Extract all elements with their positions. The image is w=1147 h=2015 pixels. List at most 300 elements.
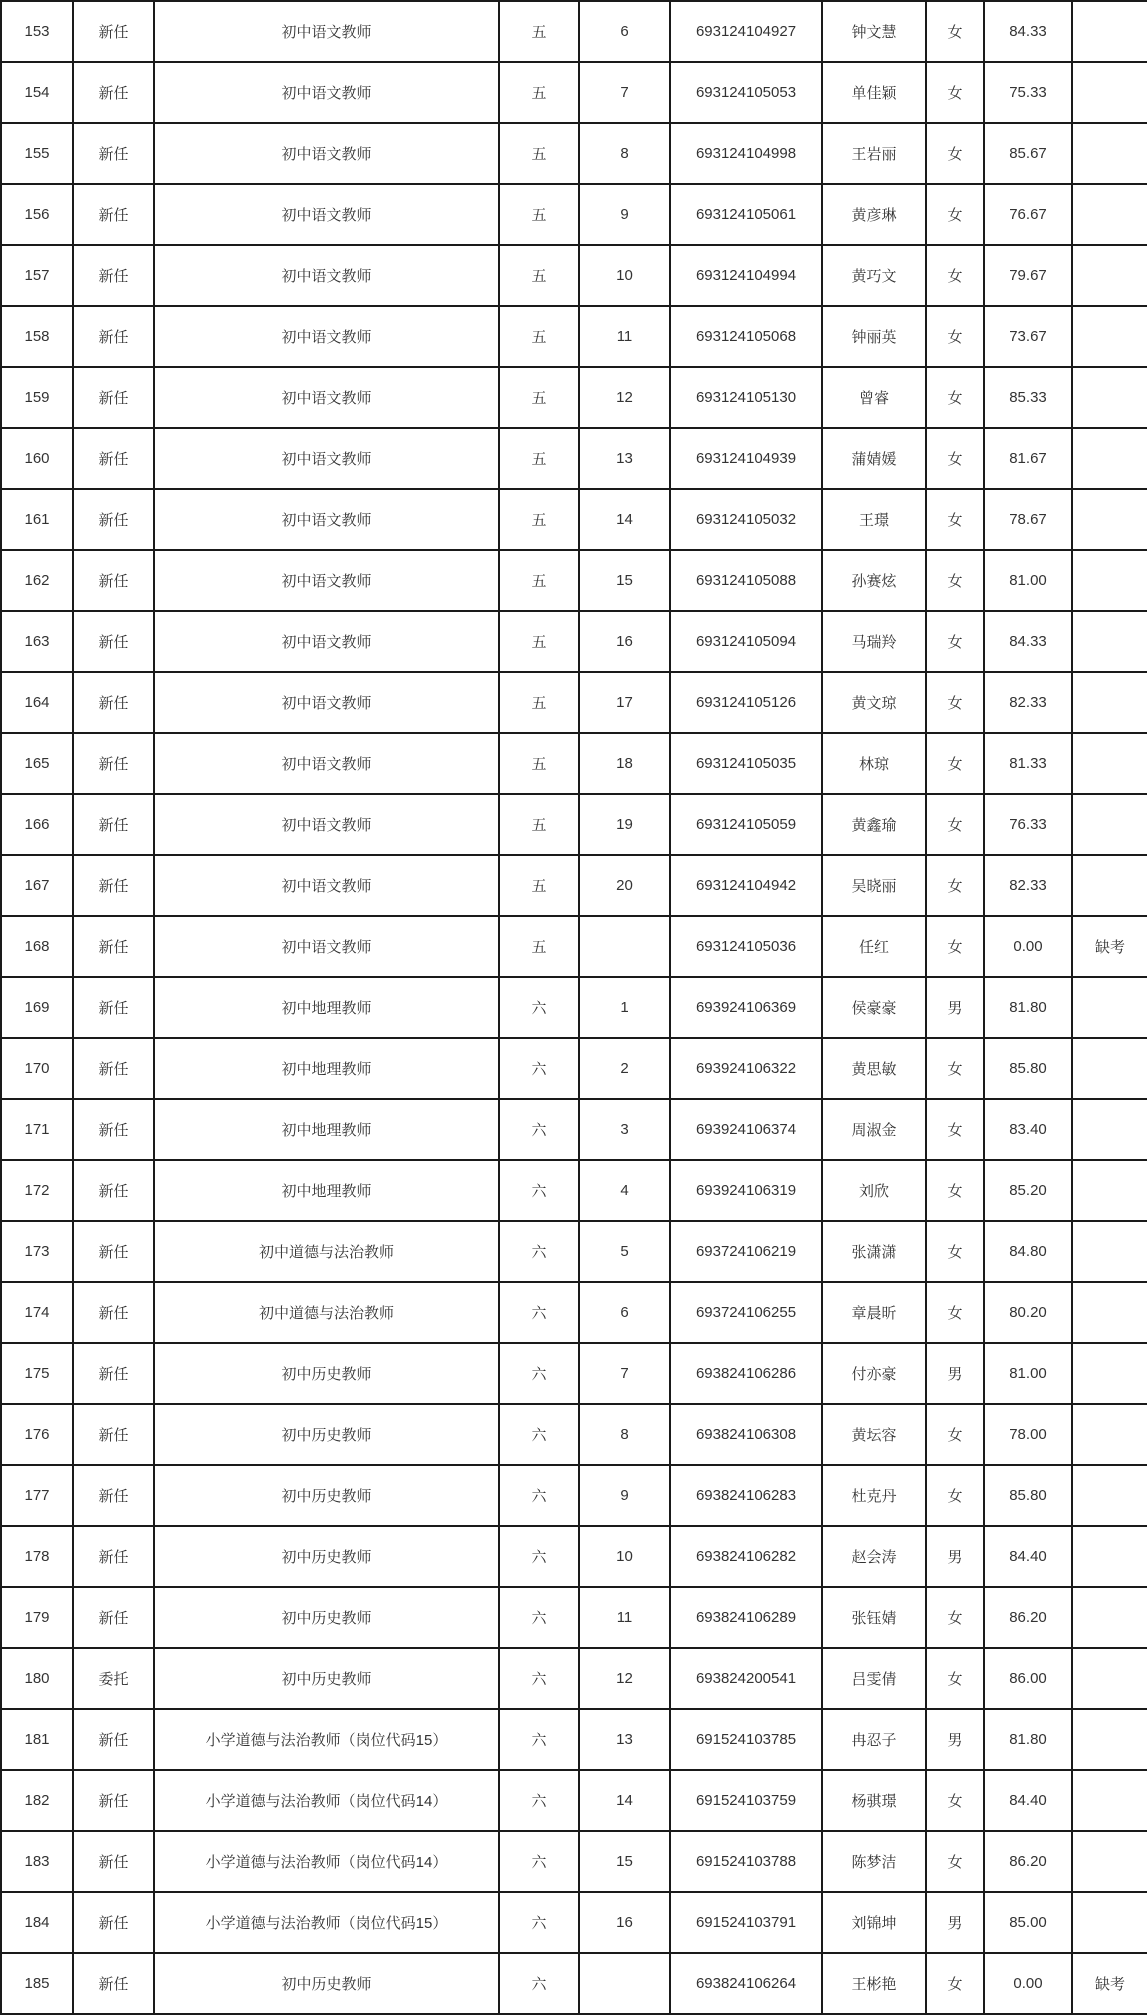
- gender-cell: 女: [926, 306, 984, 367]
- order-cell: 17: [579, 672, 670, 733]
- recruit-type-cell: 新任: [73, 123, 154, 184]
- order-cell: 7: [579, 62, 670, 123]
- order-cell: [579, 1953, 670, 2014]
- order-cell: 16: [579, 1892, 670, 1953]
- score-cell: 81.67: [984, 428, 1072, 489]
- name-cell: 黄思敏: [822, 1038, 926, 1099]
- gender-cell: 女: [926, 1831, 984, 1892]
- score-cell: 81.80: [984, 1709, 1072, 1770]
- order-cell: 19: [579, 794, 670, 855]
- position-cell: 初中语文教师: [154, 62, 499, 123]
- gender-cell: 女: [926, 1160, 984, 1221]
- group-cell: 五: [499, 550, 579, 611]
- table-row: [1, 1892, 1147, 1953]
- score-cell: 85.80: [984, 1038, 1072, 1099]
- note-cell: [1072, 123, 1147, 184]
- recruit-type-cell: 新任: [73, 1404, 154, 1465]
- table-row: [1, 1221, 1147, 1282]
- position-cell: 初中语文教师: [154, 733, 499, 794]
- name-cell: 杨骐璟: [822, 1770, 926, 1831]
- table-row: [1, 1099, 1147, 1160]
- recruit-type-cell: 新任: [73, 1099, 154, 1160]
- exam-number-cell: 693124105061: [670, 184, 822, 245]
- position-cell: 初中语文教师: [154, 1, 499, 62]
- name-cell: 刘锦坤: [822, 1892, 926, 1953]
- seq-cell: 172: [1, 1160, 73, 1221]
- recruit-type-cell: 新任: [73, 1282, 154, 1343]
- order-cell: [579, 916, 670, 977]
- name-cell: 黄彦琳: [822, 184, 926, 245]
- recruit-type-cell: 新任: [73, 62, 154, 123]
- gender-cell: 女: [926, 489, 984, 550]
- exam-number-cell: 693124105130: [670, 367, 822, 428]
- note-cell: [1072, 550, 1147, 611]
- group-cell: 五: [499, 611, 579, 672]
- exam-number-cell: 693124105035: [670, 733, 822, 794]
- name-cell: 任红: [822, 916, 926, 977]
- seq-cell: 157: [1, 245, 73, 306]
- note-cell: [1072, 977, 1147, 1038]
- exam-number-cell: 693124105032: [670, 489, 822, 550]
- name-cell: 单佳颖: [822, 62, 926, 123]
- name-cell: 冉忍子: [822, 1709, 926, 1770]
- group-cell: 五: [499, 62, 579, 123]
- exam-number-cell: 693124105036: [670, 916, 822, 977]
- position-cell: 初中语文教师: [154, 245, 499, 306]
- group-cell: 六: [499, 977, 579, 1038]
- position-cell: 初中语文教师: [154, 611, 499, 672]
- recruit-type-cell: 新任: [73, 733, 154, 794]
- gender-cell: 女: [926, 428, 984, 489]
- exam-number-cell: 693924106369: [670, 977, 822, 1038]
- name-cell: 蒲婧媛: [822, 428, 926, 489]
- note-cell: [1072, 1526, 1147, 1587]
- score-cell: 83.40: [984, 1099, 1072, 1160]
- note-cell: [1072, 1770, 1147, 1831]
- name-cell: 黄巧文: [822, 245, 926, 306]
- recruit-type-cell: 新任: [73, 916, 154, 977]
- table-row: [1, 794, 1147, 855]
- group-cell: 六: [499, 1099, 579, 1160]
- table-row: [1, 1526, 1147, 1587]
- score-cell: 80.20: [984, 1282, 1072, 1343]
- position-cell: 初中语文教师: [154, 794, 499, 855]
- table-row: [1, 672, 1147, 733]
- score-cell: 82.33: [984, 672, 1072, 733]
- position-cell: 初中历史教师: [154, 1953, 499, 2014]
- score-cell: 81.00: [984, 1343, 1072, 1404]
- score-cell: 0.00: [984, 1953, 1072, 2014]
- group-cell: 六: [499, 1709, 579, 1770]
- recruit-type-cell: 新任: [73, 1587, 154, 1648]
- order-cell: 1: [579, 977, 670, 1038]
- seq-cell: 155: [1, 123, 73, 184]
- exam-number-cell: 693124105059: [670, 794, 822, 855]
- seq-cell: 166: [1, 794, 73, 855]
- note-cell: [1072, 794, 1147, 855]
- recruit-type-cell: 新任: [73, 306, 154, 367]
- gender-cell: 女: [926, 1038, 984, 1099]
- seq-cell: 176: [1, 1404, 73, 1465]
- note-cell: [1072, 367, 1147, 428]
- name-cell: 曾睿: [822, 367, 926, 428]
- position-cell: 小学道德与法治教师（岗位代码14）: [154, 1770, 499, 1831]
- seq-cell: 174: [1, 1282, 73, 1343]
- name-cell: 孙赛炫: [822, 550, 926, 611]
- group-cell: 六: [499, 1953, 579, 2014]
- recruit-type-cell: 新任: [73, 794, 154, 855]
- gender-cell: 男: [926, 1709, 984, 1770]
- note-cell: [1072, 1221, 1147, 1282]
- note-cell: [1072, 1709, 1147, 1770]
- group-cell: 五: [499, 794, 579, 855]
- gender-cell: 女: [926, 1770, 984, 1831]
- gender-cell: 女: [926, 916, 984, 977]
- gender-cell: 男: [926, 977, 984, 1038]
- recruit-type-cell: 新任: [73, 1892, 154, 1953]
- seq-cell: 167: [1, 855, 73, 916]
- seq-cell: 165: [1, 733, 73, 794]
- seq-cell: 175: [1, 1343, 73, 1404]
- seq-cell: 161: [1, 489, 73, 550]
- order-cell: 2: [579, 1038, 670, 1099]
- note-cell: [1072, 1465, 1147, 1526]
- recruit-type-cell: 新任: [73, 1953, 154, 2014]
- position-cell: 初中地理教师: [154, 977, 499, 1038]
- group-cell: 五: [499, 367, 579, 428]
- name-cell: 侯豪豪: [822, 977, 926, 1038]
- seq-cell: 158: [1, 306, 73, 367]
- table-row: [1, 1648, 1147, 1709]
- name-cell: 马瑞羚: [822, 611, 926, 672]
- exam-number-cell: 693824200541: [670, 1648, 822, 1709]
- table-row: [1, 1831, 1147, 1892]
- table-row: [1, 1465, 1147, 1526]
- name-cell: 周淑金: [822, 1099, 926, 1160]
- name-cell: 吕雯倩: [822, 1648, 926, 1709]
- recruit-type-cell: 新任: [73, 977, 154, 1038]
- note-cell: [1072, 245, 1147, 306]
- group-cell: 六: [499, 1831, 579, 1892]
- position-cell: 初中语文教师: [154, 672, 499, 733]
- order-cell: 7: [579, 1343, 670, 1404]
- note-cell: [1072, 672, 1147, 733]
- group-cell: 五: [499, 489, 579, 550]
- recruit-type-cell: 新任: [73, 245, 154, 306]
- exam-number-cell: 693124104927: [670, 1, 822, 62]
- name-cell: 钟文慧: [822, 1, 926, 62]
- seq-cell: 185: [1, 1953, 73, 2014]
- gender-cell: 男: [926, 1343, 984, 1404]
- name-cell: 张潇潇: [822, 1221, 926, 1282]
- recruit-type-cell: 新任: [73, 1343, 154, 1404]
- gender-cell: 男: [926, 1526, 984, 1587]
- score-cell: 0.00: [984, 916, 1072, 977]
- note-cell: [1072, 1892, 1147, 1953]
- note-cell: [1072, 1343, 1147, 1404]
- name-cell: 陈梦洁: [822, 1831, 926, 1892]
- position-cell: 初中历史教师: [154, 1404, 499, 1465]
- gender-cell: 女: [926, 62, 984, 123]
- note-cell: [1072, 489, 1147, 550]
- table-row: [1, 1709, 1147, 1770]
- table-row: [1, 1160, 1147, 1221]
- seq-cell: 162: [1, 550, 73, 611]
- table-row: [1, 489, 1147, 550]
- order-cell: 16: [579, 611, 670, 672]
- gender-cell: 女: [926, 123, 984, 184]
- name-cell: 吴晓丽: [822, 855, 926, 916]
- order-cell: 8: [579, 123, 670, 184]
- seq-cell: 182: [1, 1770, 73, 1831]
- seq-cell: 183: [1, 1831, 73, 1892]
- score-cell: 81.00: [984, 550, 1072, 611]
- name-cell: 王彬艳: [822, 1953, 926, 2014]
- note-cell: [1072, 1587, 1147, 1648]
- note-cell: [1072, 1648, 1147, 1709]
- seq-cell: 156: [1, 184, 73, 245]
- table-row: [1, 1953, 1147, 2014]
- table-row: [1, 1404, 1147, 1465]
- order-cell: 12: [579, 1648, 670, 1709]
- gender-cell: 女: [926, 1, 984, 62]
- score-cell: 78.67: [984, 489, 1072, 550]
- exam-number-cell: 693124105094: [670, 611, 822, 672]
- order-cell: 6: [579, 1, 670, 62]
- name-cell: 黄坛容: [822, 1404, 926, 1465]
- order-cell: 6: [579, 1282, 670, 1343]
- table-row: [1, 1282, 1147, 1343]
- group-cell: 五: [499, 245, 579, 306]
- score-cell: 73.67: [984, 306, 1072, 367]
- name-cell: 王璟: [822, 489, 926, 550]
- position-cell: 初中历史教师: [154, 1587, 499, 1648]
- table-row: [1, 855, 1147, 916]
- exam-number-cell: 693824106308: [670, 1404, 822, 1465]
- note-cell: [1072, 1099, 1147, 1160]
- order-cell: 14: [579, 489, 670, 550]
- position-cell: 初中语文教师: [154, 123, 499, 184]
- exam-number-cell: 693924106374: [670, 1099, 822, 1160]
- exam-number-cell: 693824106282: [670, 1526, 822, 1587]
- exam-number-cell: 693124104939: [670, 428, 822, 489]
- group-cell: 五: [499, 672, 579, 733]
- note-cell: 缺考: [1072, 916, 1147, 977]
- table-row: [1, 1038, 1147, 1099]
- seq-cell: 181: [1, 1709, 73, 1770]
- order-cell: 9: [579, 184, 670, 245]
- score-cell: 84.33: [984, 1, 1072, 62]
- gender-cell: 女: [926, 367, 984, 428]
- seq-cell: 163: [1, 611, 73, 672]
- exam-number-cell: 693824106289: [670, 1587, 822, 1648]
- exam-number-cell: 691524103759: [670, 1770, 822, 1831]
- position-cell: 小学道德与法治教师（岗位代码15）: [154, 1709, 499, 1770]
- name-cell: 赵会涛: [822, 1526, 926, 1587]
- table-row: [1, 428, 1147, 489]
- group-cell: 六: [499, 1160, 579, 1221]
- table-row: [1, 611, 1147, 672]
- seq-cell: 173: [1, 1221, 73, 1282]
- exam-number-cell: 693824106286: [670, 1343, 822, 1404]
- score-cell: 86.20: [984, 1587, 1072, 1648]
- recruit-type-cell: 新任: [73, 855, 154, 916]
- note-cell: [1072, 184, 1147, 245]
- gender-cell: 女: [926, 1404, 984, 1465]
- recruit-type-cell: 新任: [73, 1038, 154, 1099]
- position-cell: 初中历史教师: [154, 1526, 499, 1587]
- position-cell: 初中地理教师: [154, 1099, 499, 1160]
- group-cell: 六: [499, 1648, 579, 1709]
- note-cell: [1072, 1160, 1147, 1221]
- position-cell: 小学道德与法治教师（岗位代码15）: [154, 1892, 499, 1953]
- score-cell: 85.20: [984, 1160, 1072, 1221]
- gender-cell: 女: [926, 1465, 984, 1526]
- table-row: [1, 733, 1147, 794]
- position-cell: 初中语文教师: [154, 550, 499, 611]
- exam-number-cell: 693124104942: [670, 855, 822, 916]
- order-cell: 10: [579, 245, 670, 306]
- table-row: [1, 1587, 1147, 1648]
- score-cell: 85.33: [984, 367, 1072, 428]
- exam-number-cell: 693924106322: [670, 1038, 822, 1099]
- group-cell: 五: [499, 306, 579, 367]
- position-cell: 初中地理教师: [154, 1038, 499, 1099]
- table-row: [1, 977, 1147, 1038]
- table-row: [1, 916, 1147, 977]
- order-cell: 13: [579, 428, 670, 489]
- position-cell: 初中地理教师: [154, 1160, 499, 1221]
- note-cell: [1072, 611, 1147, 672]
- gender-cell: 女: [926, 550, 984, 611]
- order-cell: 11: [579, 1587, 670, 1648]
- seq-cell: 180: [1, 1648, 73, 1709]
- position-cell: 小学道德与法治教师（岗位代码14）: [154, 1831, 499, 1892]
- position-cell: 初中历史教师: [154, 1648, 499, 1709]
- order-cell: 11: [579, 306, 670, 367]
- seq-cell: 184: [1, 1892, 73, 1953]
- table-row: [1, 62, 1147, 123]
- order-cell: 5: [579, 1221, 670, 1282]
- group-cell: 五: [499, 1, 579, 62]
- exam-number-cell: 693124105053: [670, 62, 822, 123]
- exam-number-cell: 693124105088: [670, 550, 822, 611]
- order-cell: 12: [579, 367, 670, 428]
- note-cell: [1072, 855, 1147, 916]
- recruit-type-cell: 新任: [73, 1526, 154, 1587]
- score-cell: 82.33: [984, 855, 1072, 916]
- order-cell: 4: [579, 1160, 670, 1221]
- recruit-type-cell: 新任: [73, 428, 154, 489]
- order-cell: 13: [579, 1709, 670, 1770]
- score-cell: 75.33: [984, 62, 1072, 123]
- score-cell: 84.33: [984, 611, 1072, 672]
- score-cell: 79.67: [984, 245, 1072, 306]
- group-cell: 六: [499, 1587, 579, 1648]
- note-cell: [1072, 62, 1147, 123]
- name-cell: 王岩丽: [822, 123, 926, 184]
- table-row: [1, 1770, 1147, 1831]
- score-cell: 76.33: [984, 794, 1072, 855]
- note-cell: [1072, 1282, 1147, 1343]
- name-cell: 章晨昕: [822, 1282, 926, 1343]
- group-cell: 六: [499, 1221, 579, 1282]
- exam-number-cell: 693724106219: [670, 1221, 822, 1282]
- order-cell: 15: [579, 550, 670, 611]
- score-cell: 85.67: [984, 123, 1072, 184]
- note-cell: [1072, 1831, 1147, 1892]
- order-cell: 14: [579, 1770, 670, 1831]
- exam-number-cell: 693124104998: [670, 123, 822, 184]
- recruit-type-cell: 新任: [73, 184, 154, 245]
- score-cell: 81.80: [984, 977, 1072, 1038]
- note-cell: [1072, 1038, 1147, 1099]
- order-cell: 20: [579, 855, 670, 916]
- order-cell: 18: [579, 733, 670, 794]
- table-row: [1, 1343, 1147, 1404]
- gender-cell: 女: [926, 672, 984, 733]
- recruit-type-cell: 新任: [73, 1770, 154, 1831]
- table-row: [1, 245, 1147, 306]
- recruit-type-cell: 新任: [73, 1465, 154, 1526]
- score-cell: 86.20: [984, 1831, 1072, 1892]
- gender-cell: 女: [926, 1282, 984, 1343]
- note-cell: [1072, 733, 1147, 794]
- position-cell: 初中道德与法治教师: [154, 1221, 499, 1282]
- name-cell: 付亦豪: [822, 1343, 926, 1404]
- order-cell: 15: [579, 1831, 670, 1892]
- gender-cell: 女: [926, 1953, 984, 2014]
- recruit-type-cell: 新任: [73, 489, 154, 550]
- gender-cell: 女: [926, 611, 984, 672]
- order-cell: 9: [579, 1465, 670, 1526]
- name-cell: 杜克丹: [822, 1465, 926, 1526]
- group-cell: 五: [499, 733, 579, 794]
- position-cell: 初中语文教师: [154, 428, 499, 489]
- seq-cell: 159: [1, 367, 73, 428]
- exam-number-cell: 693824106283: [670, 1465, 822, 1526]
- group-cell: 五: [499, 428, 579, 489]
- recruit-type-cell: 新任: [73, 1160, 154, 1221]
- name-cell: 钟丽英: [822, 306, 926, 367]
- gender-cell: 女: [926, 1099, 984, 1160]
- name-cell: 林琼: [822, 733, 926, 794]
- gender-cell: 女: [926, 184, 984, 245]
- exam-number-cell: 693924106319: [670, 1160, 822, 1221]
- group-cell: 六: [499, 1404, 579, 1465]
- exam-number-cell: 693124104994: [670, 245, 822, 306]
- exam-number-cell: 691524103791: [670, 1892, 822, 1953]
- name-cell: 黄文琼: [822, 672, 926, 733]
- table-body: [1, 1, 1147, 2015]
- exam-number-cell: 691524103785: [670, 1709, 822, 1770]
- exam-number-cell: 693824106264: [670, 1953, 822, 2014]
- recruit-type-cell: 委托: [73, 1648, 154, 1709]
- gender-cell: 女: [926, 1648, 984, 1709]
- position-cell: 初中语文教师: [154, 489, 499, 550]
- order-cell: 3: [579, 1099, 670, 1160]
- score-cell: 84.40: [984, 1770, 1072, 1831]
- score-cell: 86.00: [984, 1648, 1072, 1709]
- recruit-type-cell: 新任: [73, 672, 154, 733]
- seq-cell: 153: [1, 1, 73, 62]
- exam-number-cell: 693124105126: [670, 672, 822, 733]
- group-cell: 六: [499, 1465, 579, 1526]
- recruit-type-cell: 新任: [73, 1709, 154, 1770]
- table-row: [1, 306, 1147, 367]
- group-cell: 六: [499, 1892, 579, 1953]
- position-cell: 初中语文教师: [154, 306, 499, 367]
